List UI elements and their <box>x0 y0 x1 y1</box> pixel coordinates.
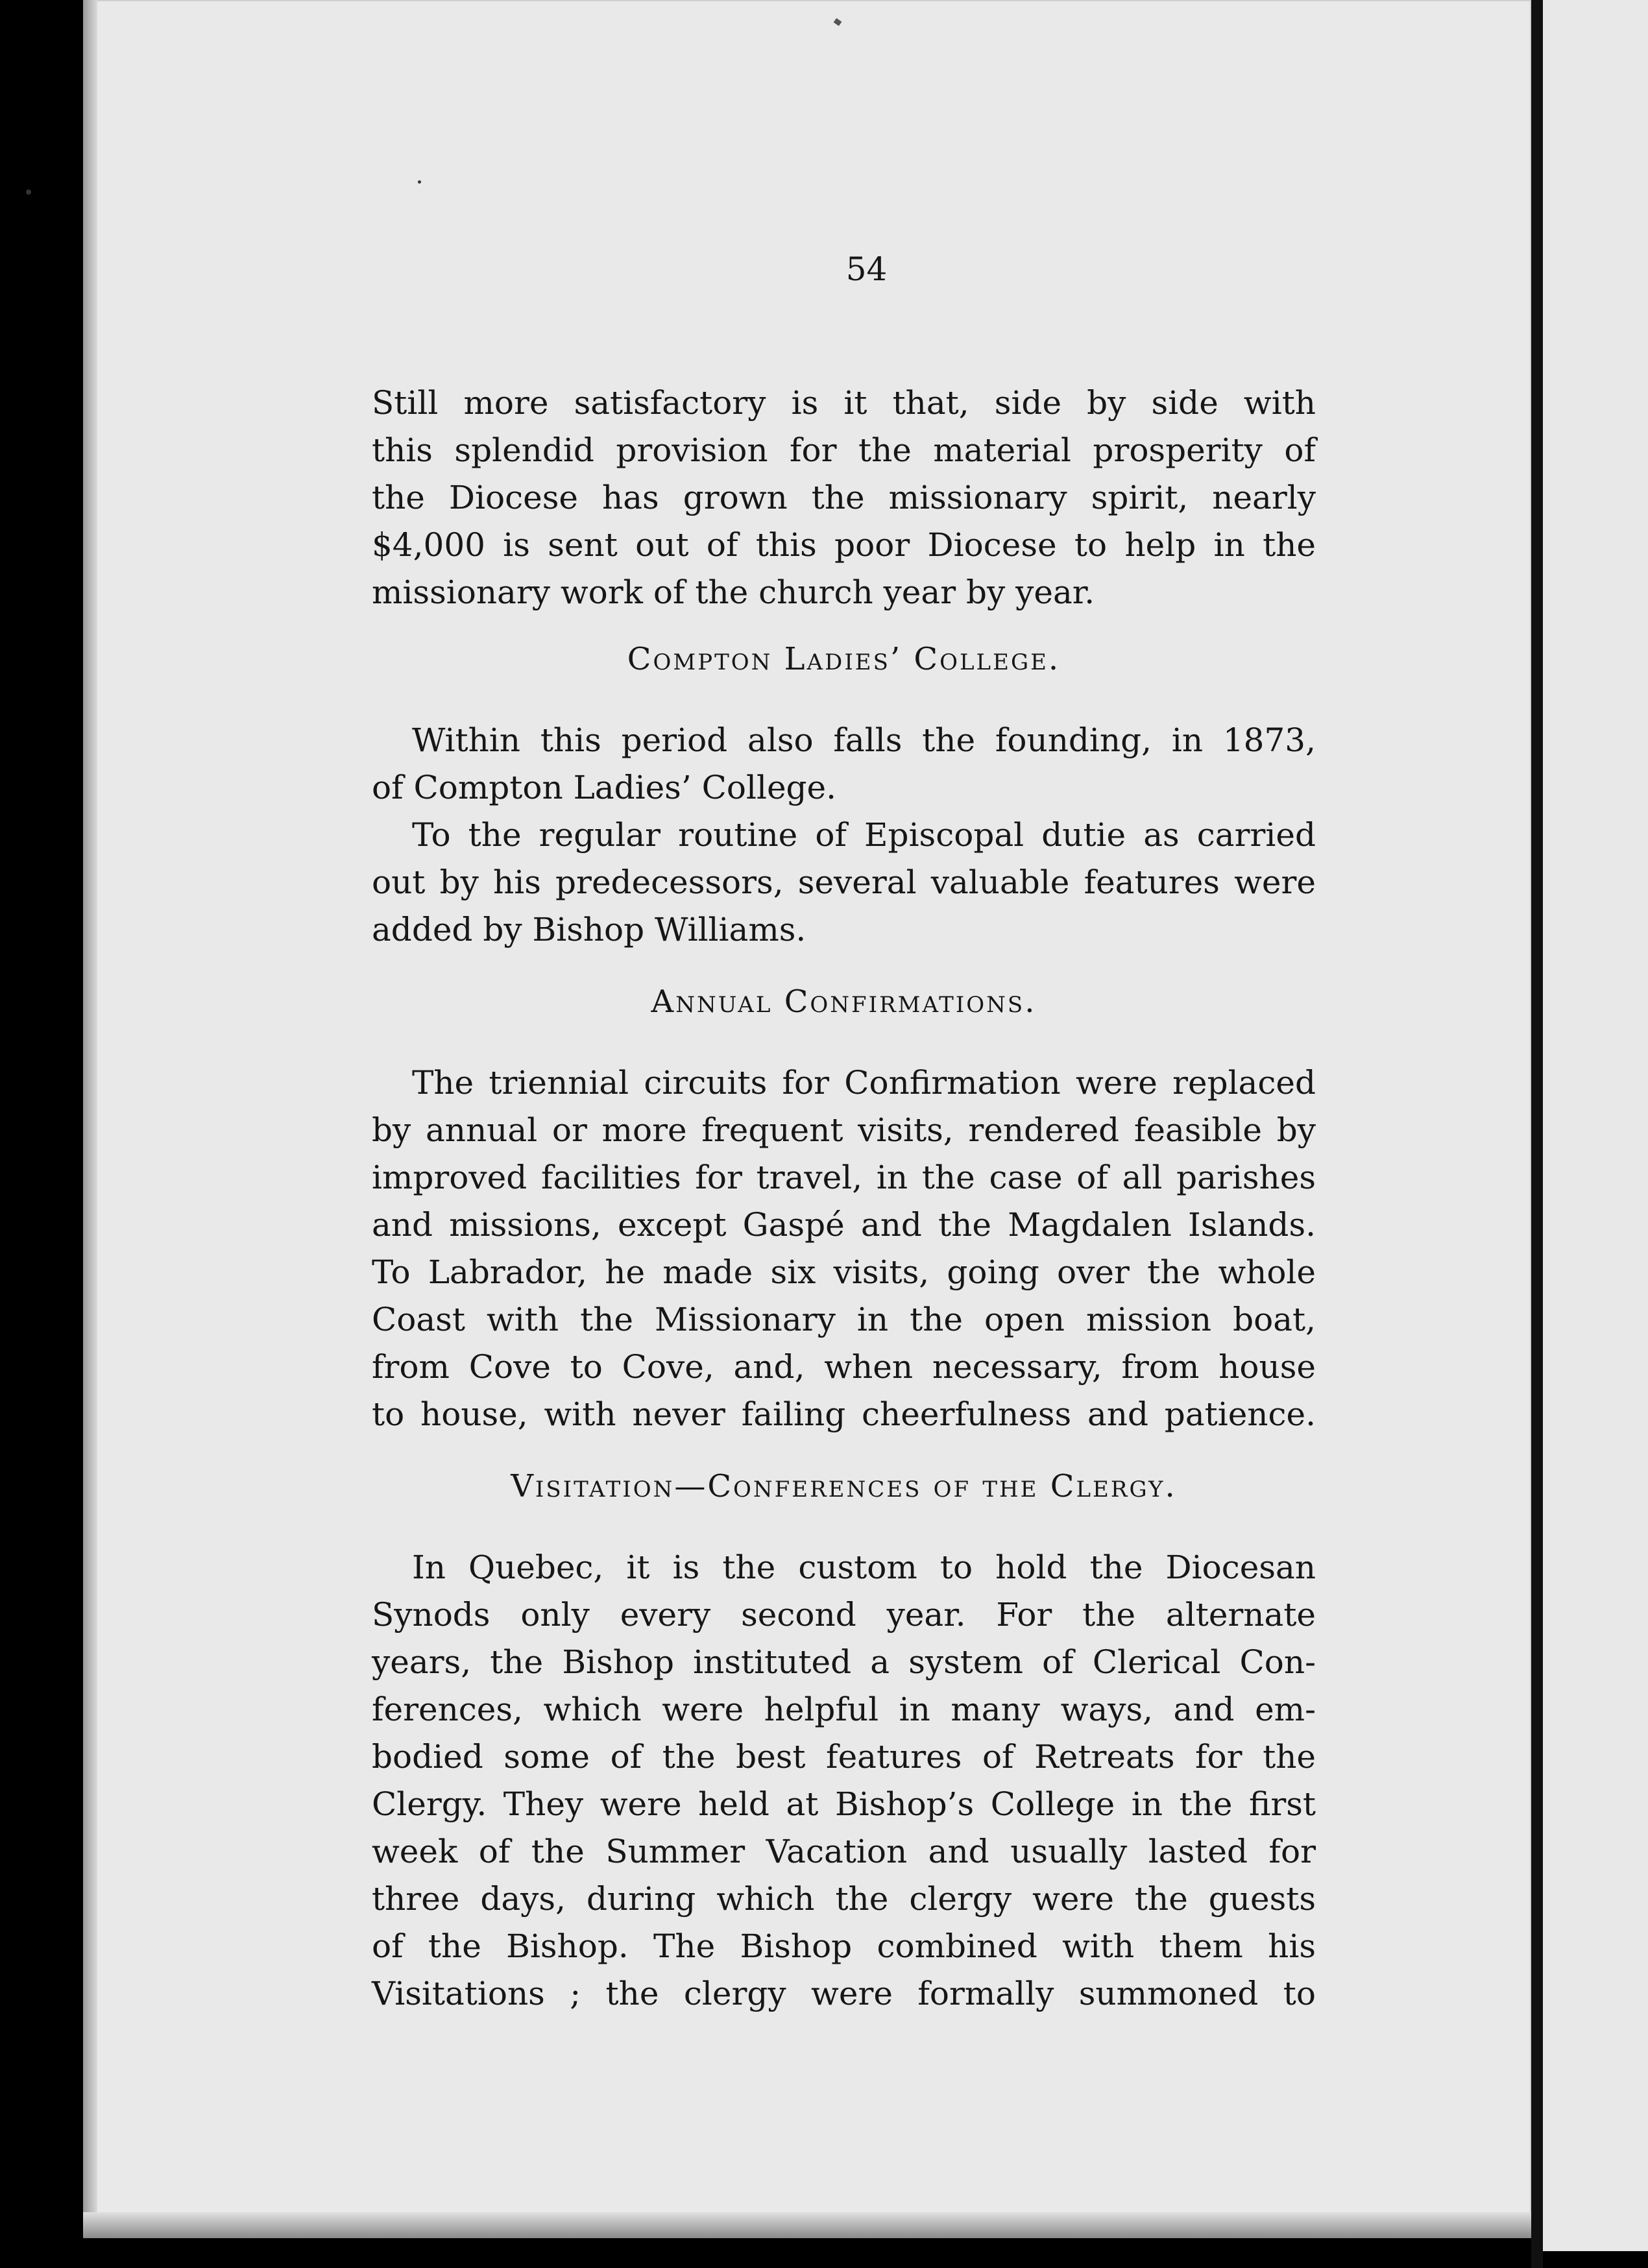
text-line: To Labrador, he made six visits, going over the whole <box>372 1253 1316 1291</box>
text-line: Synods only every second year. For the alternate <box>372 1596 1316 1634</box>
text-line: Coast with the Missionary in the open mission boat, <box>372 1301 1316 1338</box>
paragraph-visitation <box>372 1544 1316 2018</box>
text-line: of the Bishop. The Bishop combined with them his <box>372 1927 1316 1965</box>
text-line: years, the Bishop instituted a system of Clerical Con- <box>372 1643 1316 1681</box>
page-edge-bottom <box>83 2212 1531 2238</box>
text-line: bodied some of the best features of Retreats for the <box>372 1738 1316 1776</box>
section-heading-visitation: Visitation—Conferences of the Clergy. <box>511 1468 1177 1504</box>
paragraph-founding <box>372 717 1316 812</box>
paragraph-confirmations <box>372 1059 1316 1438</box>
text-line: Visitations ; the clergy were formally summoned to <box>372 1975 1316 2012</box>
text-line: In Quebec, it is the custom to hold the Diocesan <box>412 1549 1316 1586</box>
section-heading-confirmations: Annual Confirmations. <box>651 983 1037 1020</box>
text-line: added by Bishop Williams. <box>372 911 806 948</box>
text-line: three days, during which the clergy were the guests <box>372 1880 1316 1918</box>
text-line: improved facilities for travel, in the case of all parishes <box>372 1159 1316 1196</box>
text-line: to house, with never failing cheerfulness and patience. <box>372 1395 1316 1433</box>
page-edge-left <box>83 0 97 2237</box>
scan-speck <box>418 180 421 184</box>
text-line: Clergy. They were held at Bishop’s College in the first <box>372 1785 1316 1823</box>
text-line: by annual or more frequent visits, rendered feasible by <box>372 1111 1316 1149</box>
text-line: of Compton Ladies’ College. <box>372 769 837 806</box>
text-line: the Diocese has grown the missionary spirit, nearly <box>372 479 1316 516</box>
text-line: $4,000 is sent out of this poor Diocese to help in the <box>372 526 1316 564</box>
book-gutter <box>1531 0 1543 2268</box>
text-line: missionary work of the church year by year. <box>372 573 1095 611</box>
text-line: To the regular routine of Episcopal dutie as carried <box>412 816 1316 854</box>
scan-speck <box>26 189 31 195</box>
page-number: 54 <box>845 250 888 288</box>
text-line: Still more satisfactory is it that, side by side with <box>372 384 1316 422</box>
text-line: this splendid provision for the material prosperity of <box>372 431 1316 469</box>
text-line: and missions, except Gaspé and the Magdalen Islands. <box>372 1206 1316 1244</box>
text-line: ferences, which were helpful in many ways, and em- <box>372 1691 1316 1728</box>
section-heading-compton: Compton Ladies’ College. <box>627 641 1061 677</box>
text-line: out by his predecessors, several valuable features were <box>372 863 1316 901</box>
text-line: week of the Summer Vacation and usually lasted for <box>372 1833 1316 1870</box>
page-text <box>372 243 1316 2018</box>
text-line: from Cove to Cove, and, when necessary, from house <box>372 1348 1316 1386</box>
facing-page-edge <box>1543 0 1648 2251</box>
paragraph-provision <box>372 380 1316 616</box>
paragraph-routine <box>372 812 1316 954</box>
text-line: Within this period also falls the founding, in 1873, <box>412 721 1316 759</box>
text-line: The triennial circuits for Confirmation were replaced <box>412 1064 1316 1102</box>
